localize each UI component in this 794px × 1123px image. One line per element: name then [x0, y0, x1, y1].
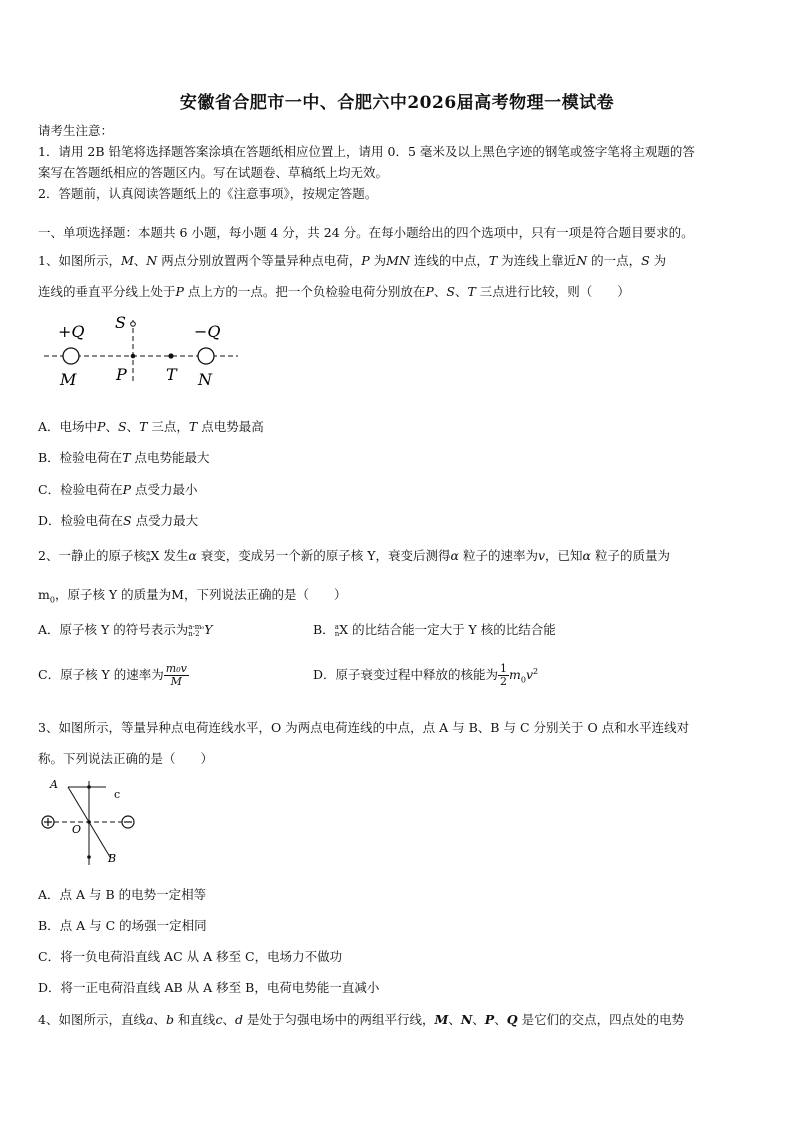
q2-stem-line2: $m_0$，原子核 Y 的质量为M，下列说法正确的是（ ）: [38, 587, 347, 605]
q1-option-b: B．检验电荷在T 点电势能最大: [38, 450, 210, 465]
q1-option-a: A．电场中P、S、T 三点，T 点电势最高: [38, 419, 264, 434]
q3-point-O: [87, 820, 91, 824]
q1-label-plusQ: +Q: [58, 322, 85, 341]
q3-option-a: A．点 A 与 B 的电势一定相等: [38, 887, 207, 902]
q3-label-C: c: [114, 788, 121, 801]
q3-label-O: O: [72, 823, 82, 836]
q1-stem-line1: 1、如图所示，M、N 两点分别放置两个等量异种点电荷，P 为MN 连线的中点，T 为连线上靠近N 的一点，S 为: [38, 253, 667, 268]
notice-line-1a: 1．请用 2B 铅笔将选择题答案涂填在答题纸相应位置上，请用 0．5 毫米及以上黑色字迹的钢笔或签字笔将主观题的答: [38, 144, 695, 159]
q1-point-P: [131, 354, 136, 359]
q3-point-bottom: [87, 855, 91, 859]
q1-label-M: M: [60, 370, 77, 389]
q1-option-d: D．检验电荷在S 点受力最大: [38, 513, 199, 528]
q3-option-b: B．点 A 与 C 的场强一定相同: [38, 918, 207, 933]
q3-stem-line2: 称。下列说法正确的是（ ）: [38, 751, 214, 766]
q2-stem-line1: 2、一静止的原子核 a n X 发生α 衰变，变成另一个新的原子核 Y，衰变后测得α 粒子的速率为v，已知α 粒子的质量为: [38, 548, 670, 564]
q1-point-S: [131, 322, 136, 327]
q3-option-c: C．将一负电荷沿直线 AC 从 A 移至 C，电场力不做功: [38, 949, 343, 964]
section-heading: 一、单项选择题：本题共 6 小题，每小题 4 分，共 24 分。在每小题给出的四个选项中，只有一项是符合题目要求的。: [38, 225, 694, 240]
q1-label-P: P: [116, 365, 127, 384]
q1-label-N: N: [198, 370, 212, 389]
q1-charge-figure: [38, 308, 248, 393]
q2-option-c: C．原子核 Y 的速率为 $\frac{\text{m₀v}}{M}$: [38, 662, 187, 688]
page-title: 安徽省合肥市一中、合肥六中2026届高考物理一模试卷: [179, 93, 615, 113]
notice-line-1b: 案写在答题纸相应的答题区内。写在试题卷、草稿纸上均无效。: [38, 165, 389, 180]
q2-option-d: D．原子衰变过程中释放的核能为 $\frac{1}{2}$ $m_0v^2$: [313, 662, 539, 688]
q3-label-A: A: [50, 778, 58, 791]
q1-charge-N: [198, 348, 214, 364]
q1-charge-M: [63, 348, 79, 364]
q3-label-B: B: [108, 852, 117, 865]
q3-charge-figure: [38, 775, 143, 867]
q2-option-b: B． a n X 的比结合能一定大于 Y 核的比结合能: [313, 622, 556, 638]
notice-line-2: 2．答题前，认真阅读答题纸上的《注意事项》，按规定答题。: [38, 186, 378, 201]
q4-stem-line1: 4、如图所示，直线a、b 和直线c、d 是处于匀强电场中的两组平行线，M、N、P、Q 是它们的交点，四点处的电势: [38, 1012, 685, 1027]
q1-point-T: [168, 353, 173, 358]
q1-label-S: S: [115, 313, 126, 332]
q1-label-minusQ: −Q: [194, 322, 221, 341]
q2-option-a: A．原子核 Y 的符号表示为 a-m₀ n-2 Y: [38, 622, 213, 638]
q3-option-d: D．将一正电荷沿直线 AB 从 A 移至 B，电荷电势能一直减小: [38, 980, 380, 995]
q1-label-T: T: [166, 365, 177, 384]
q1-stem-line2: 连线的垂直平分线上处于P 点上方的一点。把一个负检验电荷分别放在P、S、T 三点进行比较，则（ ）: [38, 284, 630, 299]
q1-option-c: C．检验电荷在P 点受力最小: [38, 482, 198, 497]
notice-heading: 请考生注意：: [38, 123, 114, 138]
q3-point-top: [87, 785, 91, 789]
q3-stem-line1: 3、如图所示，等量异种点电荷连线水平，O 为两点电荷连线的中点，点 A 与 B、B 与 C 分别关于 O 点和水平连线对: [38, 720, 690, 735]
